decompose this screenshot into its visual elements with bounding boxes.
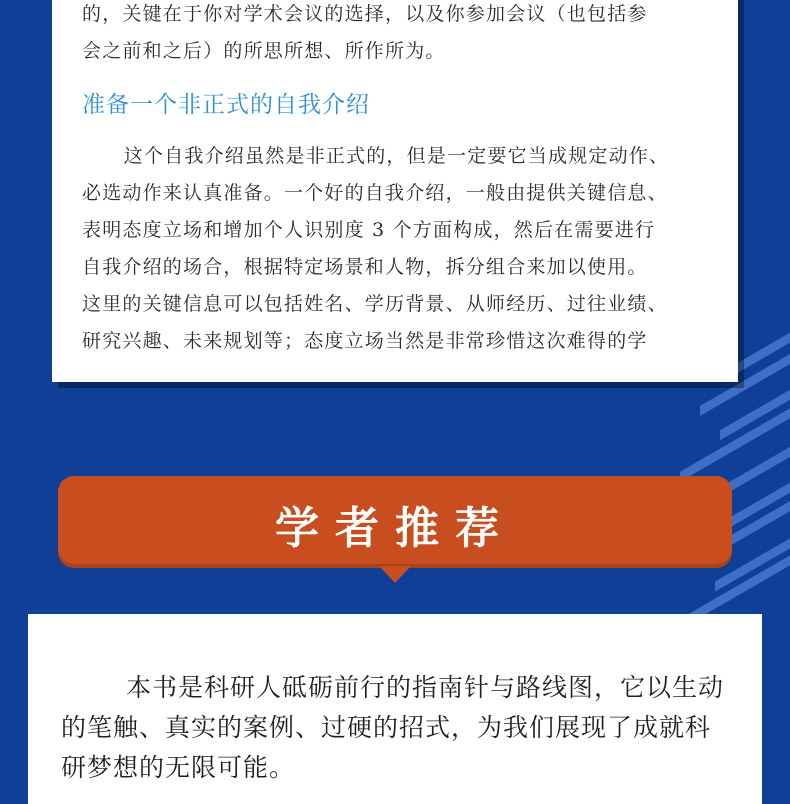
- body-line: 这里的关键信息可以包括姓名、学历背景、从师经历、过往业绩、: [82, 293, 668, 315]
- scholar-recommendation-banner: [58, 476, 732, 568]
- intro-paragraph: [82, 0, 712, 70]
- recommendation-text: [61, 668, 741, 788]
- recommendation-line: 本书是科研人砥砺前行的指南针与路线图，它以生动: [126, 673, 725, 702]
- banner-pointer: [379, 566, 411, 583]
- recommendation-line: 研梦想的无限可能。: [61, 753, 296, 782]
- section-heading: 准备一个非正式的自我介绍: [82, 92, 370, 118]
- intro-line: 会之前和之后）的所思所想、所作所为。: [82, 40, 446, 62]
- body-line: 必选动作来认真准备。一个好的自我介绍，一般由提供关键信息、: [82, 182, 668, 204]
- recommendation-card: [28, 614, 762, 804]
- body-line: 研究兴趣、未来规划等；态度立场当然是非常珍惜这次难得的学: [82, 330, 648, 352]
- intro-line: 的，关键在于你对学术会议的选择，以及你参加会议（也包括参: [82, 3, 648, 25]
- body-paragraph: [82, 138, 712, 360]
- body-line: 自我介绍的场合，根据特定场景和人物，拆分组合来加以使用。: [82, 256, 648, 278]
- recommendation-line: 的笔触、真实的案例、过硬的招式，为我们展现了成就科: [61, 713, 712, 742]
- body-line: 这个自我介绍虽然是非正式的，但是一定要它当成规定动作、: [123, 145, 670, 167]
- body-line: 表明态度立场和增加个人识别度 3 个方面构成，然后在需要进行: [82, 219, 656, 241]
- book-excerpt-card: [52, 0, 738, 382]
- banner-title: 学者推荐: [275, 503, 515, 554]
